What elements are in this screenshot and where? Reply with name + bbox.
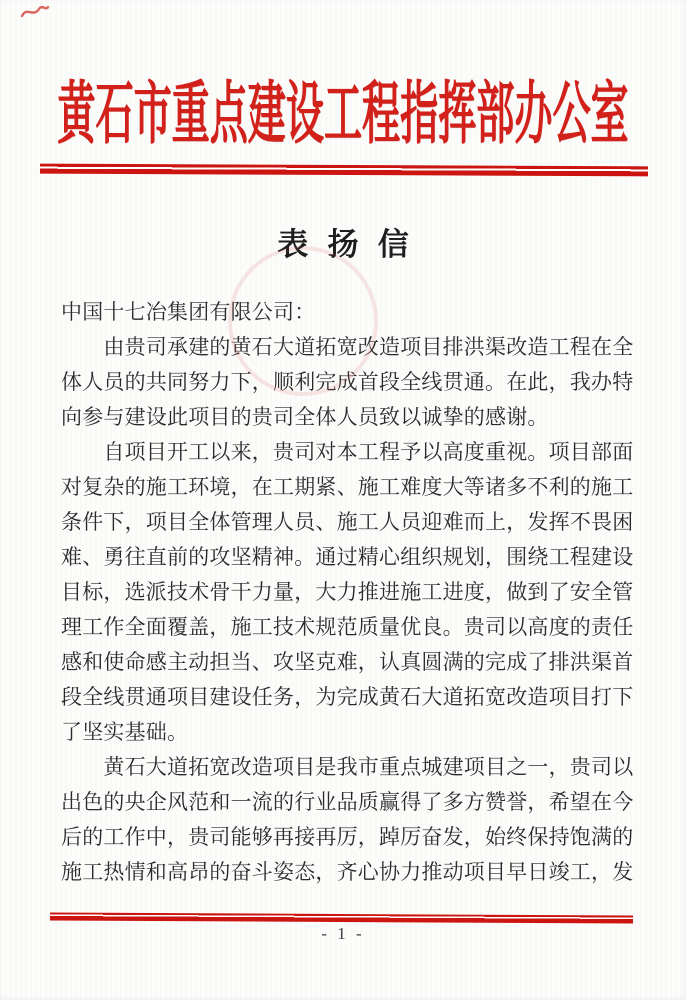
- body-line: 施工热情和高昂的奋斗姿态，齐心协力推动项目早日竣工，发: [61, 860, 634, 884]
- body-line: 感和使命感主动担当、攻坚克难，认真圆满的完成了排洪渠首: [61, 650, 634, 674]
- body-line: 自项目开工以来，贵司对本工程予以高度重视。项目部面: [61, 440, 634, 464]
- letter-body: [61, 295, 639, 890]
- body-line: 条件下，项目全体管理人员、施工人员迎难而上，发挥不畏困: [61, 510, 634, 534]
- letterhead: [0, 74, 686, 154]
- body-line: 向参与建设此项目的贵司全体人员致以诚挚的感谢。: [61, 405, 549, 429]
- body-line: 由贵司承建的黄石大道拓宽改造项目排洪渠改造工程在全: [61, 335, 634, 359]
- body-line: 黄石大道拓宽改造项目是我市重点城建项目之一，贵司以: [61, 755, 634, 779]
- salutation-line: 中国十七冶集团有限公司：: [61, 300, 316, 324]
- body-line: 理工作全面覆盖，施工技术规范质量优良。贵司以高度的责任: [61, 615, 634, 639]
- body-line: 后的工作中，贵司能够再接再厉，踔厉奋发，始终保持饱满的: [61, 825, 634, 849]
- body-line: 对复杂的施工环境，在工期紧、施工难度大等诸多不利的施工: [61, 475, 634, 499]
- footer-rule: [50, 912, 633, 923]
- body-line: 难、勇往直前的攻坚精神。通过精心组织规划，围绕工程建设: [61, 545, 634, 569]
- body-line: 目标，选派技术骨干力量，大力推进施工进度，做到了安全管: [61, 580, 634, 604]
- body-line: 出色的央企风范和一流的行业品质赢得了多方赞誉，希望在今: [61, 790, 634, 814]
- page-number: - 1 -: [321, 924, 365, 943]
- body-line: 段全线贯通项目建设任务，为完成黄石大道拓宽改造项目打下: [61, 685, 634, 709]
- body-line: 体人员的共同努力下，顺利完成首段全线贯通。在此，我办特: [61, 370, 634, 394]
- body-line: 了坚实基础。: [61, 720, 189, 744]
- letterhead-title: 黄石市重点建设工程指挥部办公室: [57, 76, 629, 152]
- document-title: 表扬信: [277, 227, 428, 262]
- letterhead-divider-rule: [40, 164, 648, 177]
- red-pen-mark: [20, 2, 50, 22]
